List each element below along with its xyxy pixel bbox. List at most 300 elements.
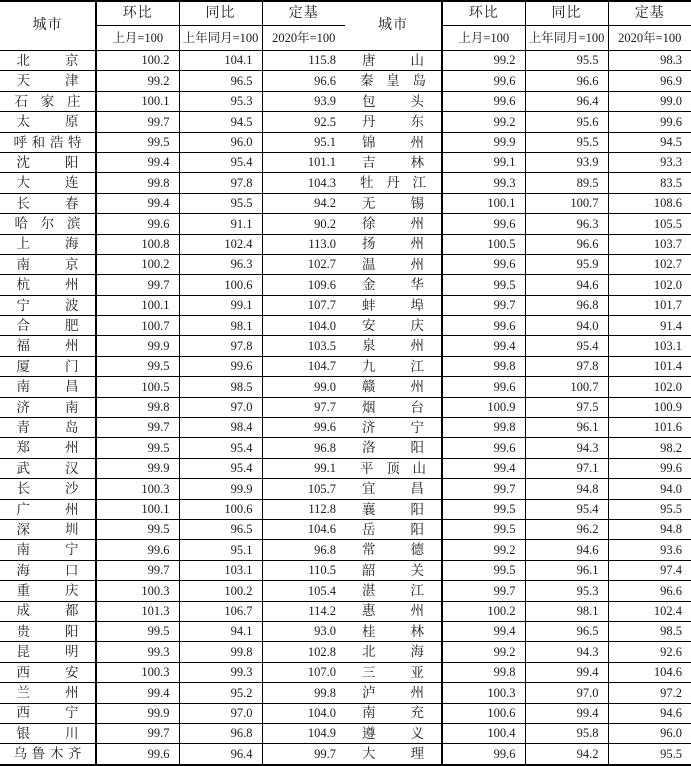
city-name: 长 沙 (16, 481, 79, 497)
city-name: 天 津 (16, 73, 79, 89)
city-cell (0, 356, 96, 376)
base-value-cell: 96.6 (262, 71, 345, 91)
table-row (345, 51, 691, 71)
header-city-left: 城市 (0, 1, 96, 51)
city-name: 韶 关 (362, 562, 424, 578)
city-name: 乌 鲁 木 齐 (13, 746, 82, 762)
table-header-right (345, 1, 691, 51)
table-row (345, 275, 691, 295)
mom-value-cell: 99.7 (96, 112, 179, 132)
city-cell (345, 132, 442, 152)
table-row (0, 621, 345, 641)
yoy-value-cell: 97.5 (525, 397, 608, 417)
mom-value-cell: 100.4 (442, 723, 525, 743)
city-name: 九 江 (362, 358, 424, 374)
table-row (345, 642, 691, 662)
mom-value-cell: 99.8 (442, 356, 525, 376)
city-cell (0, 295, 96, 315)
mom-value-cell: 100.1 (96, 91, 179, 111)
header-basis-base-left: 2020年=100 (262, 26, 345, 51)
city-name: 兰 州 (16, 685, 79, 701)
table-row (345, 601, 691, 621)
table-row (0, 254, 345, 274)
mom-value-cell: 99.7 (96, 560, 179, 580)
mom-value-cell: 99.4 (442, 621, 525, 641)
yoy-value-cell: 98.1 (525, 601, 608, 621)
yoy-value-cell: 97.1 (525, 458, 608, 478)
city-name: 牡 丹 江 (360, 175, 426, 191)
city-name: 三 亚 (362, 664, 424, 680)
yoy-value-cell: 96.8 (525, 295, 608, 315)
mom-value-cell: 99.7 (442, 295, 525, 315)
city-name: 济 宁 (362, 419, 424, 435)
mom-value-cell: 99.4 (96, 152, 179, 172)
table-row (345, 662, 691, 682)
city-name: 徐 州 (362, 216, 424, 232)
table-row (345, 438, 691, 458)
yoy-value-cell: 97.0 (525, 683, 608, 703)
city-cell (0, 581, 96, 601)
base-value-cell: 94.5 (608, 132, 691, 152)
yoy-value-cell: 97.8 (179, 173, 262, 193)
city-name: 襄 阳 (362, 501, 424, 517)
city-name: 大 理 (362, 746, 424, 762)
yoy-value-cell: 104.1 (179, 51, 262, 71)
city-cell (0, 601, 96, 621)
base-value-cell: 101.4 (608, 356, 691, 376)
base-value-cell: 95.5 (608, 499, 691, 519)
city-name: 哈 尔 滨 (14, 216, 81, 232)
table-row (345, 397, 691, 417)
base-value-cell: 94.6 (608, 703, 691, 723)
base-value-cell: 99.0 (608, 91, 691, 111)
city-cell (0, 254, 96, 274)
yoy-value-cell: 95.6 (525, 112, 608, 132)
table-row (0, 458, 345, 478)
city-name: 赣 州 (362, 379, 424, 395)
city-name: 南 宁 (16, 542, 79, 558)
table-row (345, 479, 691, 499)
base-value-cell: 96.6 (608, 581, 691, 601)
table-row (345, 723, 691, 743)
yoy-value-cell: 96.4 (525, 91, 608, 111)
table-row (0, 112, 345, 132)
yoy-value-cell: 95.3 (179, 91, 262, 111)
city-name: 宜 昌 (362, 481, 424, 497)
mom-value-cell: 99.5 (442, 519, 525, 539)
yoy-value-cell: 98.4 (179, 418, 262, 438)
base-value-cell: 105.5 (608, 214, 691, 234)
mom-value-cell: 99.6 (442, 744, 525, 765)
city-cell (345, 540, 442, 560)
yoy-value-cell: 96.3 (179, 254, 262, 274)
yoy-value-cell: 95.2 (179, 683, 262, 703)
city-name: 烟 台 (362, 399, 424, 415)
mom-value-cell: 99.6 (442, 254, 525, 274)
mom-value-cell: 100.3 (96, 581, 179, 601)
mom-value-cell: 99.7 (96, 275, 179, 295)
base-value-cell: 102.8 (262, 642, 345, 662)
base-value-cell: 102.4 (608, 601, 691, 621)
table-row (345, 71, 691, 91)
base-value-cell: 97.4 (608, 560, 691, 580)
city-name: 金 华 (362, 277, 424, 293)
header-basis-yoy-left: 上年同月=100 (179, 26, 262, 51)
table-row (0, 418, 345, 438)
base-value-cell: 96.9 (608, 71, 691, 91)
city-name: 吉 林 (362, 154, 424, 170)
city-name: 岳 阳 (362, 521, 424, 537)
city-name: 青 岛 (16, 419, 79, 435)
city-cell (0, 193, 96, 213)
table-row (0, 479, 345, 499)
yoy-value-cell: 96.1 (525, 560, 608, 580)
table-row (345, 499, 691, 519)
table-row (345, 560, 691, 580)
base-value-cell: 99.8 (262, 683, 345, 703)
table-row (0, 560, 345, 580)
mom-value-cell: 100.8 (96, 234, 179, 254)
mom-value-cell: 100.5 (96, 377, 179, 397)
price-index-table-left (0, 0, 345, 766)
city-name: 西 宁 (16, 705, 79, 721)
base-value-cell: 98.5 (608, 621, 691, 641)
city-name: 温 州 (362, 256, 424, 272)
yoy-value-cell: 94.5 (179, 112, 262, 132)
table-row (0, 642, 345, 662)
yoy-value-cell: 89.5 (525, 173, 608, 193)
yoy-value-cell: 96.8 (179, 723, 262, 743)
mom-value-cell: 99.2 (442, 642, 525, 662)
city-cell (345, 703, 442, 723)
base-value-cell: 104.9 (262, 723, 345, 743)
yoy-value-cell: 96.6 (525, 234, 608, 254)
city-cell (0, 703, 96, 723)
mom-value-cell: 99.3 (96, 642, 179, 662)
table-row (0, 356, 345, 376)
table-row (345, 316, 691, 336)
mom-value-cell: 99.4 (442, 458, 525, 478)
table-row (0, 275, 345, 295)
city-name: 惠 州 (362, 603, 424, 619)
city-cell (345, 642, 442, 662)
yoy-value-cell: 95.4 (179, 458, 262, 478)
table-body-right (345, 51, 691, 765)
mom-value-cell: 99.8 (442, 418, 525, 438)
yoy-value-cell: 100.7 (525, 193, 608, 213)
table-row (0, 723, 345, 743)
city-cell (345, 581, 442, 601)
base-value-cell: 103.5 (262, 336, 345, 356)
base-value-cell: 99.1 (262, 458, 345, 478)
mom-value-cell: 99.3 (442, 173, 525, 193)
yoy-value-cell: 99.6 (179, 356, 262, 376)
table-row (345, 581, 691, 601)
city-name: 郑 州 (16, 440, 79, 456)
city-cell (0, 519, 96, 539)
base-value-cell: 104.3 (262, 173, 345, 193)
yoy-value-cell: 94.0 (525, 316, 608, 336)
city-cell (345, 499, 442, 519)
city-name: 泸 州 (362, 685, 424, 701)
city-cell (345, 152, 442, 172)
table-row (0, 662, 345, 682)
table-row (0, 132, 345, 152)
mom-value-cell: 99.4 (96, 193, 179, 213)
base-value-cell: 102.0 (608, 377, 691, 397)
yoy-value-cell: 96.4 (179, 744, 262, 765)
header-group-mom-right: 环比 (442, 1, 525, 26)
base-value-cell: 96.8 (262, 540, 345, 560)
yoy-value-cell: 100.6 (179, 275, 262, 295)
yoy-value-cell: 95.4 (179, 438, 262, 458)
base-value-cell: 103.7 (608, 234, 691, 254)
table-body-left (0, 51, 345, 765)
city-cell (0, 540, 96, 560)
table-row (0, 234, 345, 254)
base-value-cell: 102.0 (608, 275, 691, 295)
table-row (0, 152, 345, 172)
mom-value-cell: 99.5 (96, 438, 179, 458)
city-name: 武 汉 (16, 460, 79, 476)
yoy-value-cell: 102.4 (179, 234, 262, 254)
city-cell (0, 132, 96, 152)
mom-value-cell: 100.1 (96, 499, 179, 519)
base-value-cell: 98.2 (608, 438, 691, 458)
city-cell (345, 275, 442, 295)
mom-value-cell: 99.8 (96, 173, 179, 193)
yoy-value-cell: 97.8 (525, 356, 608, 376)
yoy-value-cell: 95.3 (525, 581, 608, 601)
base-value-cell: 104.6 (262, 519, 345, 539)
mom-value-cell: 100.1 (96, 295, 179, 315)
mom-value-cell: 99.8 (96, 397, 179, 417)
city-cell (345, 316, 442, 336)
mom-value-cell: 99.8 (442, 662, 525, 682)
city-cell (0, 91, 96, 111)
mom-value-cell: 100.6 (442, 703, 525, 723)
yoy-value-cell: 99.8 (179, 642, 262, 662)
table-row (345, 152, 691, 172)
yoy-value-cell: 96.5 (179, 519, 262, 539)
city-name: 扬 州 (362, 236, 424, 252)
yoy-value-cell: 98.1 (179, 316, 262, 336)
base-value-cell: 99.7 (262, 744, 345, 765)
table-row (0, 91, 345, 111)
city-name: 重 庆 (16, 583, 79, 599)
table-row (345, 377, 691, 397)
yoy-value-cell: 100.2 (179, 581, 262, 601)
city-cell (345, 91, 442, 111)
yoy-value-cell: 95.4 (525, 499, 608, 519)
mom-value-cell: 99.6 (442, 316, 525, 336)
city-name: 福 州 (16, 338, 79, 354)
city-cell (0, 479, 96, 499)
city-name: 上 海 (16, 236, 79, 252)
mom-value-cell: 99.4 (442, 336, 525, 356)
base-value-cell: 115.8 (262, 51, 345, 71)
base-value-cell: 97.7 (262, 397, 345, 417)
city-name: 呼 和 浩 特 (13, 134, 82, 150)
city-name: 合 肥 (16, 318, 79, 334)
mom-value-cell: 100.1 (442, 193, 525, 213)
table-row (345, 132, 691, 152)
city-name: 深 圳 (16, 521, 79, 537)
city-name: 洛 阳 (362, 440, 424, 456)
mom-value-cell: 100.2 (96, 254, 179, 274)
base-value-cell: 110.5 (262, 560, 345, 580)
base-value-cell: 91.4 (608, 316, 691, 336)
city-cell (0, 275, 96, 295)
base-value-cell: 99.6 (608, 112, 691, 132)
base-value-cell: 83.5 (608, 173, 691, 193)
city-cell (345, 479, 442, 499)
city-name: 石 家 庄 (14, 93, 81, 109)
city-cell (345, 560, 442, 580)
base-value-cell: 93.3 (608, 152, 691, 172)
mom-value-cell: 99.6 (96, 214, 179, 234)
yoy-value-cell: 94.3 (525, 642, 608, 662)
base-value-cell: 99.6 (262, 418, 345, 438)
mom-value-cell: 100.3 (442, 683, 525, 703)
yoy-value-cell: 93.9 (525, 152, 608, 172)
city-name: 成 都 (16, 603, 79, 619)
city-name: 丹 东 (362, 114, 424, 130)
city-name: 湛 江 (362, 583, 424, 599)
city-name: 杭 州 (16, 277, 79, 293)
header-row-group-left (0, 1, 345, 26)
city-cell (0, 499, 96, 519)
mom-value-cell: 99.6 (442, 214, 525, 234)
table-row (345, 91, 691, 111)
mom-value-cell: 100.9 (442, 397, 525, 417)
table-row (345, 193, 691, 213)
city-name: 沈 阳 (16, 154, 79, 170)
yoy-value-cell: 94.1 (179, 621, 262, 641)
table-row (0, 581, 345, 601)
yoy-value-cell: 96.3 (525, 214, 608, 234)
base-value-cell: 93.0 (262, 621, 345, 641)
city-cell (345, 295, 442, 315)
mom-value-cell: 99.9 (96, 458, 179, 478)
base-value-cell: 104.6 (608, 662, 691, 682)
city-name: 长 春 (16, 195, 79, 211)
table-row (345, 621, 691, 641)
base-value-cell: 99.0 (262, 377, 345, 397)
mom-value-cell: 99.7 (442, 581, 525, 601)
yoy-value-cell: 95.5 (179, 193, 262, 213)
city-cell (345, 71, 442, 91)
base-value-cell: 102.7 (262, 254, 345, 274)
base-value-cell: 102.7 (608, 254, 691, 274)
table-row (0, 295, 345, 315)
city-name: 西 安 (16, 664, 79, 680)
yoy-value-cell: 100.6 (179, 499, 262, 519)
city-cell (0, 234, 96, 254)
base-value-cell: 100.9 (608, 397, 691, 417)
city-cell (0, 377, 96, 397)
yoy-value-cell: 103.1 (179, 560, 262, 580)
mom-value-cell: 99.5 (442, 499, 525, 519)
table-row (345, 112, 691, 132)
city-name: 泉 州 (362, 338, 424, 354)
mom-value-cell: 99.2 (442, 51, 525, 71)
yoy-value-cell: 96.0 (179, 132, 262, 152)
table-row (345, 418, 691, 438)
yoy-value-cell: 96.1 (525, 418, 608, 438)
yoy-value-cell: 97.0 (179, 397, 262, 417)
yoy-value-cell: 91.1 (179, 214, 262, 234)
yoy-value-cell: 95.5 (525, 51, 608, 71)
base-value-cell: 108.6 (608, 193, 691, 213)
city-cell (345, 397, 442, 417)
mom-value-cell: 99.6 (442, 438, 525, 458)
yoy-value-cell: 96.5 (179, 71, 262, 91)
table-row (0, 703, 345, 723)
table-row (0, 499, 345, 519)
mom-value-cell: 100.5 (442, 234, 525, 254)
yoy-value-cell: 95.1 (179, 540, 262, 560)
header-basis-mom-right: 上月=100 (442, 26, 525, 51)
table-row (0, 377, 345, 397)
city-name: 宁 波 (16, 297, 79, 313)
mom-value-cell: 99.5 (96, 132, 179, 152)
mom-value-cell: 99.7 (96, 418, 179, 438)
city-name: 蚌 埠 (362, 297, 424, 313)
mom-value-cell: 99.9 (442, 132, 525, 152)
header-group-mom-left: 环比 (96, 1, 179, 26)
city-name: 桂 林 (362, 623, 424, 639)
header-group-yoy-left: 同比 (179, 1, 262, 26)
yoy-value-cell: 99.4 (525, 703, 608, 723)
city-name: 银 川 (16, 725, 79, 741)
city-cell (345, 112, 442, 132)
city-cell (345, 377, 442, 397)
city-name: 济 南 (16, 399, 79, 415)
header-basis-base-right: 2020年=100 (608, 26, 691, 51)
mom-value-cell: 100.7 (96, 316, 179, 336)
city-name: 贵 阳 (16, 623, 79, 639)
table-row (0, 397, 345, 417)
city-name: 海 口 (16, 562, 79, 578)
city-name: 南 京 (16, 256, 79, 272)
base-value-cell: 92.5 (262, 112, 345, 132)
table-row (0, 214, 345, 234)
yoy-value-cell: 99.3 (179, 662, 262, 682)
base-value-cell: 96.0 (608, 723, 691, 743)
base-value-cell: 104.0 (262, 316, 345, 336)
table-row (0, 519, 345, 539)
city-name: 厦 门 (16, 358, 79, 374)
table-row (345, 356, 691, 376)
mom-value-cell: 100.3 (96, 479, 179, 499)
base-value-cell: 105.4 (262, 581, 345, 601)
mom-value-cell: 99.2 (442, 540, 525, 560)
city-cell (345, 418, 442, 438)
mom-value-cell: 100.2 (96, 51, 179, 71)
mom-value-cell: 99.7 (96, 723, 179, 743)
table-row (345, 458, 691, 478)
base-value-cell: 95.1 (262, 132, 345, 152)
yoy-value-cell: 94.2 (525, 744, 608, 765)
city-cell (0, 152, 96, 172)
city-name: 锦 州 (362, 134, 424, 150)
city-cell (0, 418, 96, 438)
header-city-right: 城市 (345, 1, 442, 51)
city-cell (345, 356, 442, 376)
base-value-cell: 93.6 (608, 540, 691, 560)
base-value-cell: 101.1 (262, 152, 345, 172)
